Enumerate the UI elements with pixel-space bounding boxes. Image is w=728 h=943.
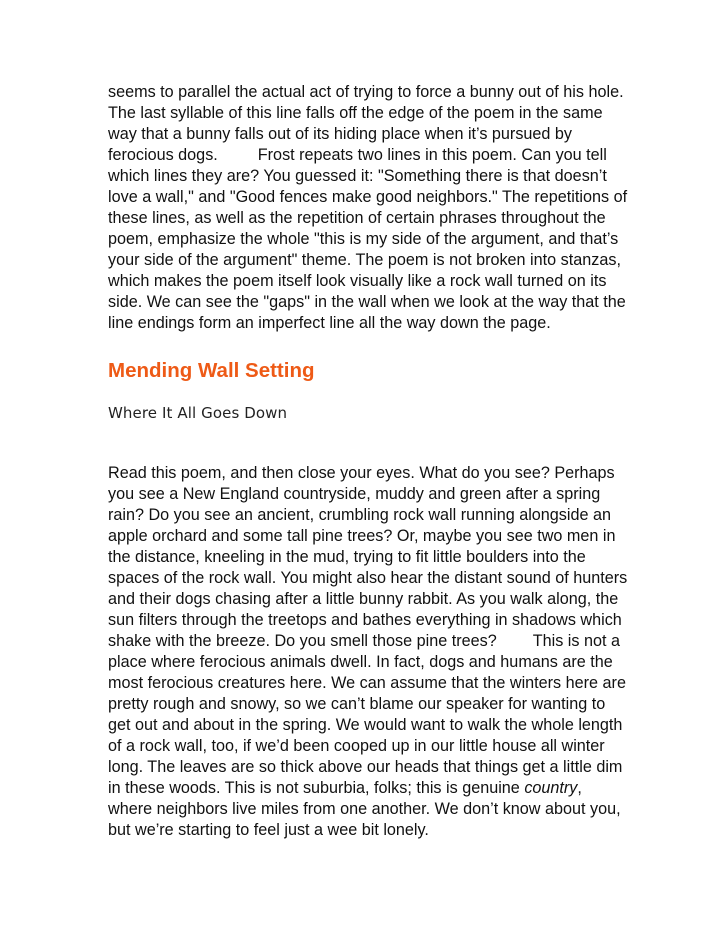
paragraph-2-text-c: , where neighbors live miles from one another. We don’t know about you, but we’re starting to feel just a wee bit lonely.	[108, 779, 621, 839]
paragraph-2-text-a: Read this poem, and then close your eyes. What do you see? Perhaps you see a New England countryside, muddy and green after a spring rain? Do you see an ancient, crumbling rock wall running alongside an apple orchard and some tall pine trees? Or, maybe you see two men in the distance, kneeling in the mud, trying to fit little boulders into the spaces of the rock wall. You might also hear the distant sound of hunters and their dogs chasing after a little bunny rabbit. As you walk along, the sun filters through the treetops and bathes everything in shadows which shake with the breeze. Do you smell those pine trees?	[108, 464, 628, 650]
body-paragraph-2	[108, 463, 628, 841]
section-heading: Mending Wall Setting	[108, 359, 315, 382]
section-subheading: Where It All Goes Down	[108, 404, 288, 422]
paragraph-1-text-a: seems to parallel the actual act of trying to force a bunny out of his hole. The last syllable of this line falls off the edge of the poem in the same way that a bunny falls out of its hiding place when it’s pursued by ferocious dogs.	[108, 83, 624, 164]
emphasis-country: country	[524, 779, 578, 797]
paragraph-1-text-b: Frost repeats two lines in this poem. Can you tell which lines they are? You guessed it: "Something there is that doesn’t love a wall," and "Good fences make good neighbors." The repetitions of these lines, as well as the repetition of certain phrases throughout the poem, emphasize the whole "this is my side of the argument, and that’s your side of the argument" theme. The poem is not broken into stanzas, which makes the poem itself look visually like a rock wall turned on its side. We can see the "gaps" in the wall when we look at the way that the line endings form an imperfect line all the way down the page.	[108, 146, 628, 332]
document-page	[108, 82, 628, 841]
body-paragraph-1	[108, 82, 628, 334]
paragraph-2-text-b: This is not a place where ferocious animals dwell. In fact, dogs and humans are the most ferocious creatures here. We can assume that the winters here are pretty rough and snowy, so we can’t blame our speaker for wanting to get out and about in the spring. We would want to walk the whole length of a rock wall, too, if we’d been cooped up in our little house all winter long. The leaves are so thick above our heads that things get a little dim in these woods. This is not suburbia, folks; this is genuine	[108, 632, 626, 797]
